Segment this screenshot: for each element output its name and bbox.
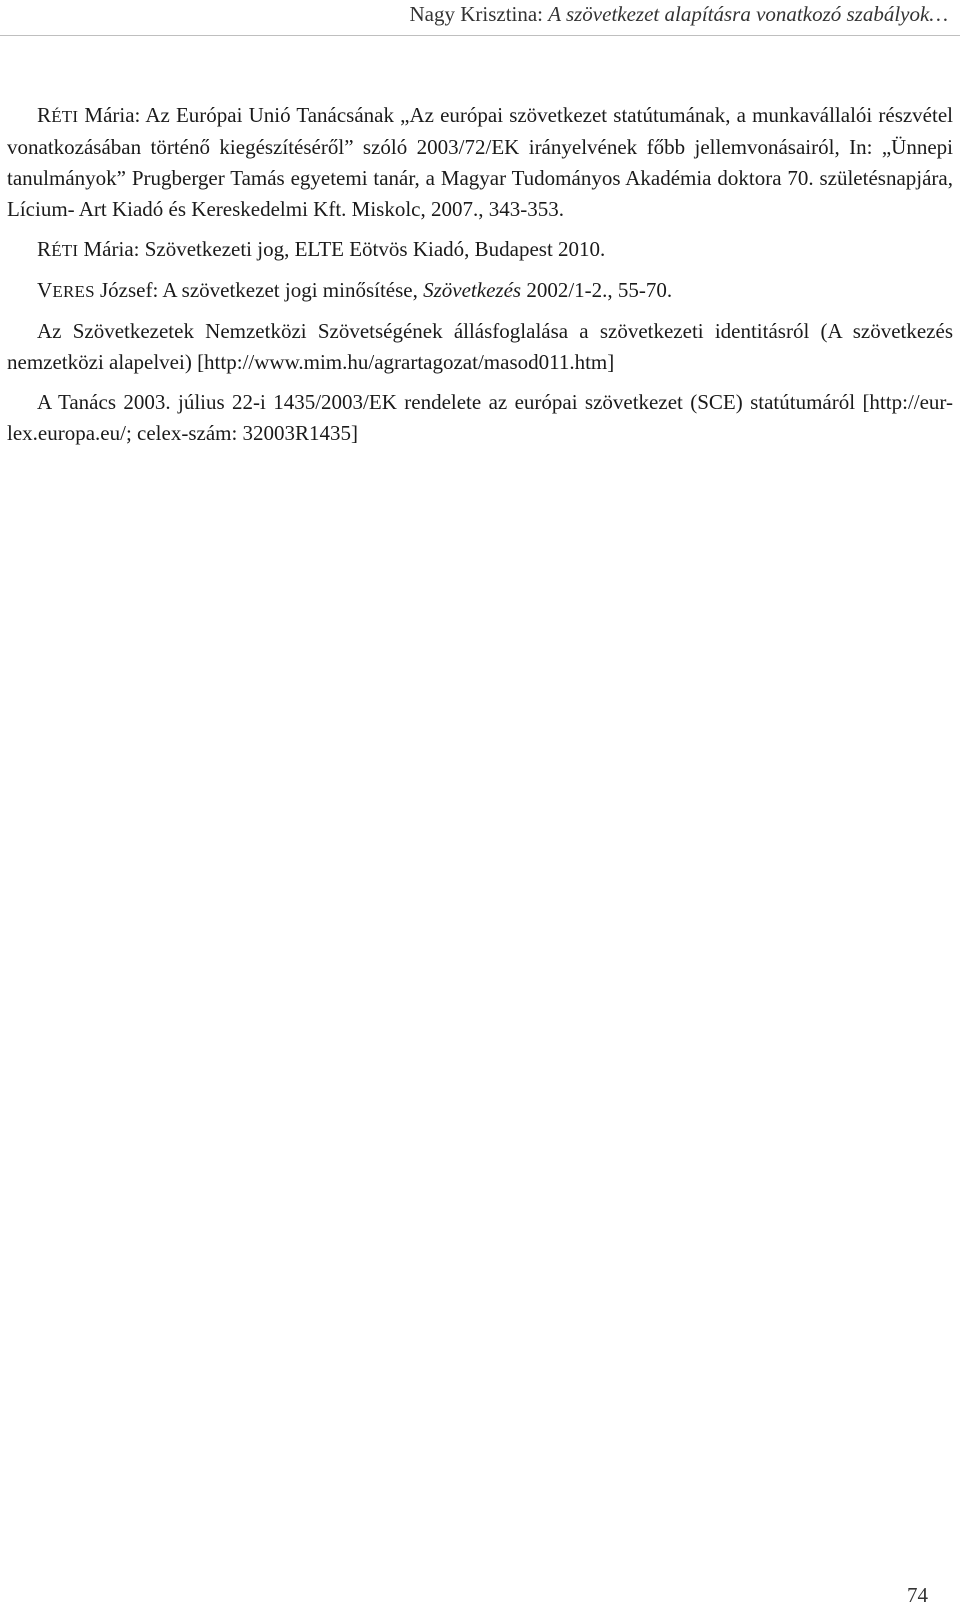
reference-item: [7, 100, 953, 225]
running-header: [0, 0, 960, 36]
reference-item: [7, 234, 953, 266]
reference-journal: Szövetkezés: [423, 278, 522, 302]
header-author: Nagy Krisztina:: [409, 2, 549, 26]
reference-text: Mária: Az Európai Unió Tanácsának „Az európai szövetkezet statútumának, a munkavállalói részvétel vonatkozásában történő kiegészítéséről” szóló 2003/72/EK irányelvének főbb jellemvonásairól, In: „Ünnepi tanulmányok” Prugberger Tamás egyetemi tanár, a Magyar Tudományos Akadémia doktora 70. születésnapjára, Lícium- Art Kiadó és Kereskedelmi Kft. Miskolc, 2007., 343-353.: [7, 103, 953, 221]
reference-text: Az Szövetkezetek Nemzetközi Szövetségének állásfoglalása a szövetkezeti identitásról (A szövetkezés nemzetközi alapelvei) [http://www.mim.hu/agrartagozat/masod011.htm]: [7, 319, 953, 374]
reference-author: RÉTI: [37, 103, 79, 127]
reference-item: [7, 316, 953, 378]
reference-list: [7, 100, 953, 458]
reference-item: [7, 275, 953, 307]
page-number: 74: [907, 1583, 928, 1607]
reference-author: RÉTI: [37, 237, 79, 261]
reference-text: Mária: Szövetkezeti jog, ELTE Eötvös Kiadó, Budapest 2010.: [78, 237, 606, 261]
reference-text: József: A szövetkezet jogi minősítése,: [94, 278, 424, 302]
reference-author: VERES: [37, 278, 95, 302]
reference-item: [7, 387, 953, 449]
header-title: A szövetkezet alapításra vonatkozó szabályok…: [548, 2, 948, 26]
reference-text: A Tanács 2003. július 22-i 1435/2003/EK rendelete az európai szövetkezet (SCE) statútumáról [http://eur-lex.europa.eu/; celex-szám: 32003R1435]: [7, 390, 953, 445]
reference-text: 2002/1-2., 55-70.: [521, 278, 673, 302]
